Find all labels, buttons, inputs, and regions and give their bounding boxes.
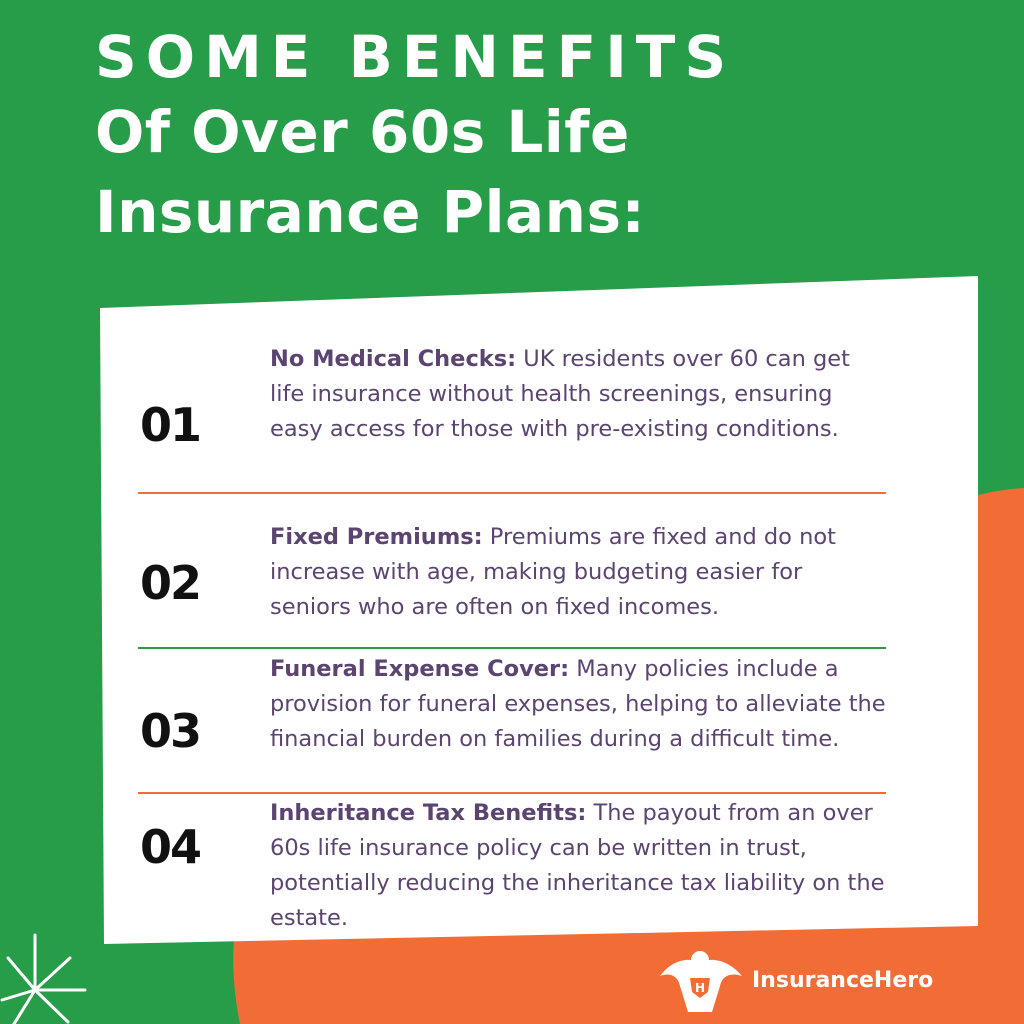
benefit-body: Many policies include a provision for funeral expenses, helping to alleviate the financial burden on families during a difficult time. [270,656,886,752]
logo-text: InsuranceHero [752,968,934,993]
heading-line-3: Insurance Plans: [95,178,646,246]
benefit-title: No Medical Checks: [270,346,517,372]
page-heading [95,22,735,252]
benefit-text [270,520,890,625]
benefit-title: Fixed Premiums: [270,524,483,550]
divider [138,647,886,649]
benefit-number: 03 [140,704,201,758]
insurancehero-logo[interactable] [650,946,940,1016]
benefit-text [270,796,890,936]
divider [138,492,886,494]
benefit-number: 02 [140,556,201,610]
benefit-number: 04 [140,820,201,874]
benefit-text [270,342,890,447]
superhero-icon [650,946,750,1016]
heading-line-1: SOME BENEFITS [95,23,736,91]
heading-line-2: Of Over 60s Life [95,98,630,166]
benefit-number: 01 [140,398,201,452]
divider [138,792,886,794]
benefit-body: Premiums are fixed and do not increase with age, making budgeting easier for seniors who are often on fixed incomes. [270,524,836,620]
starburst-icon [0,930,90,1024]
benefit-title: Funeral Expense Cover: [270,656,570,682]
benefit-body: The payout from an over 60s life insurance policy can be written in trust, potentially reducing the inheritance tax liability on the estate. [270,800,885,931]
benefit-body: UK residents over 60 can get life insurance without health screenings, ensuring easy access for those with pre-existing conditions. [270,346,850,442]
benefit-title: Inheritance Tax Benefits: [270,800,587,826]
benefit-text [270,652,890,757]
svg-text:H: H [694,981,706,995]
benefits-card [100,276,978,944]
